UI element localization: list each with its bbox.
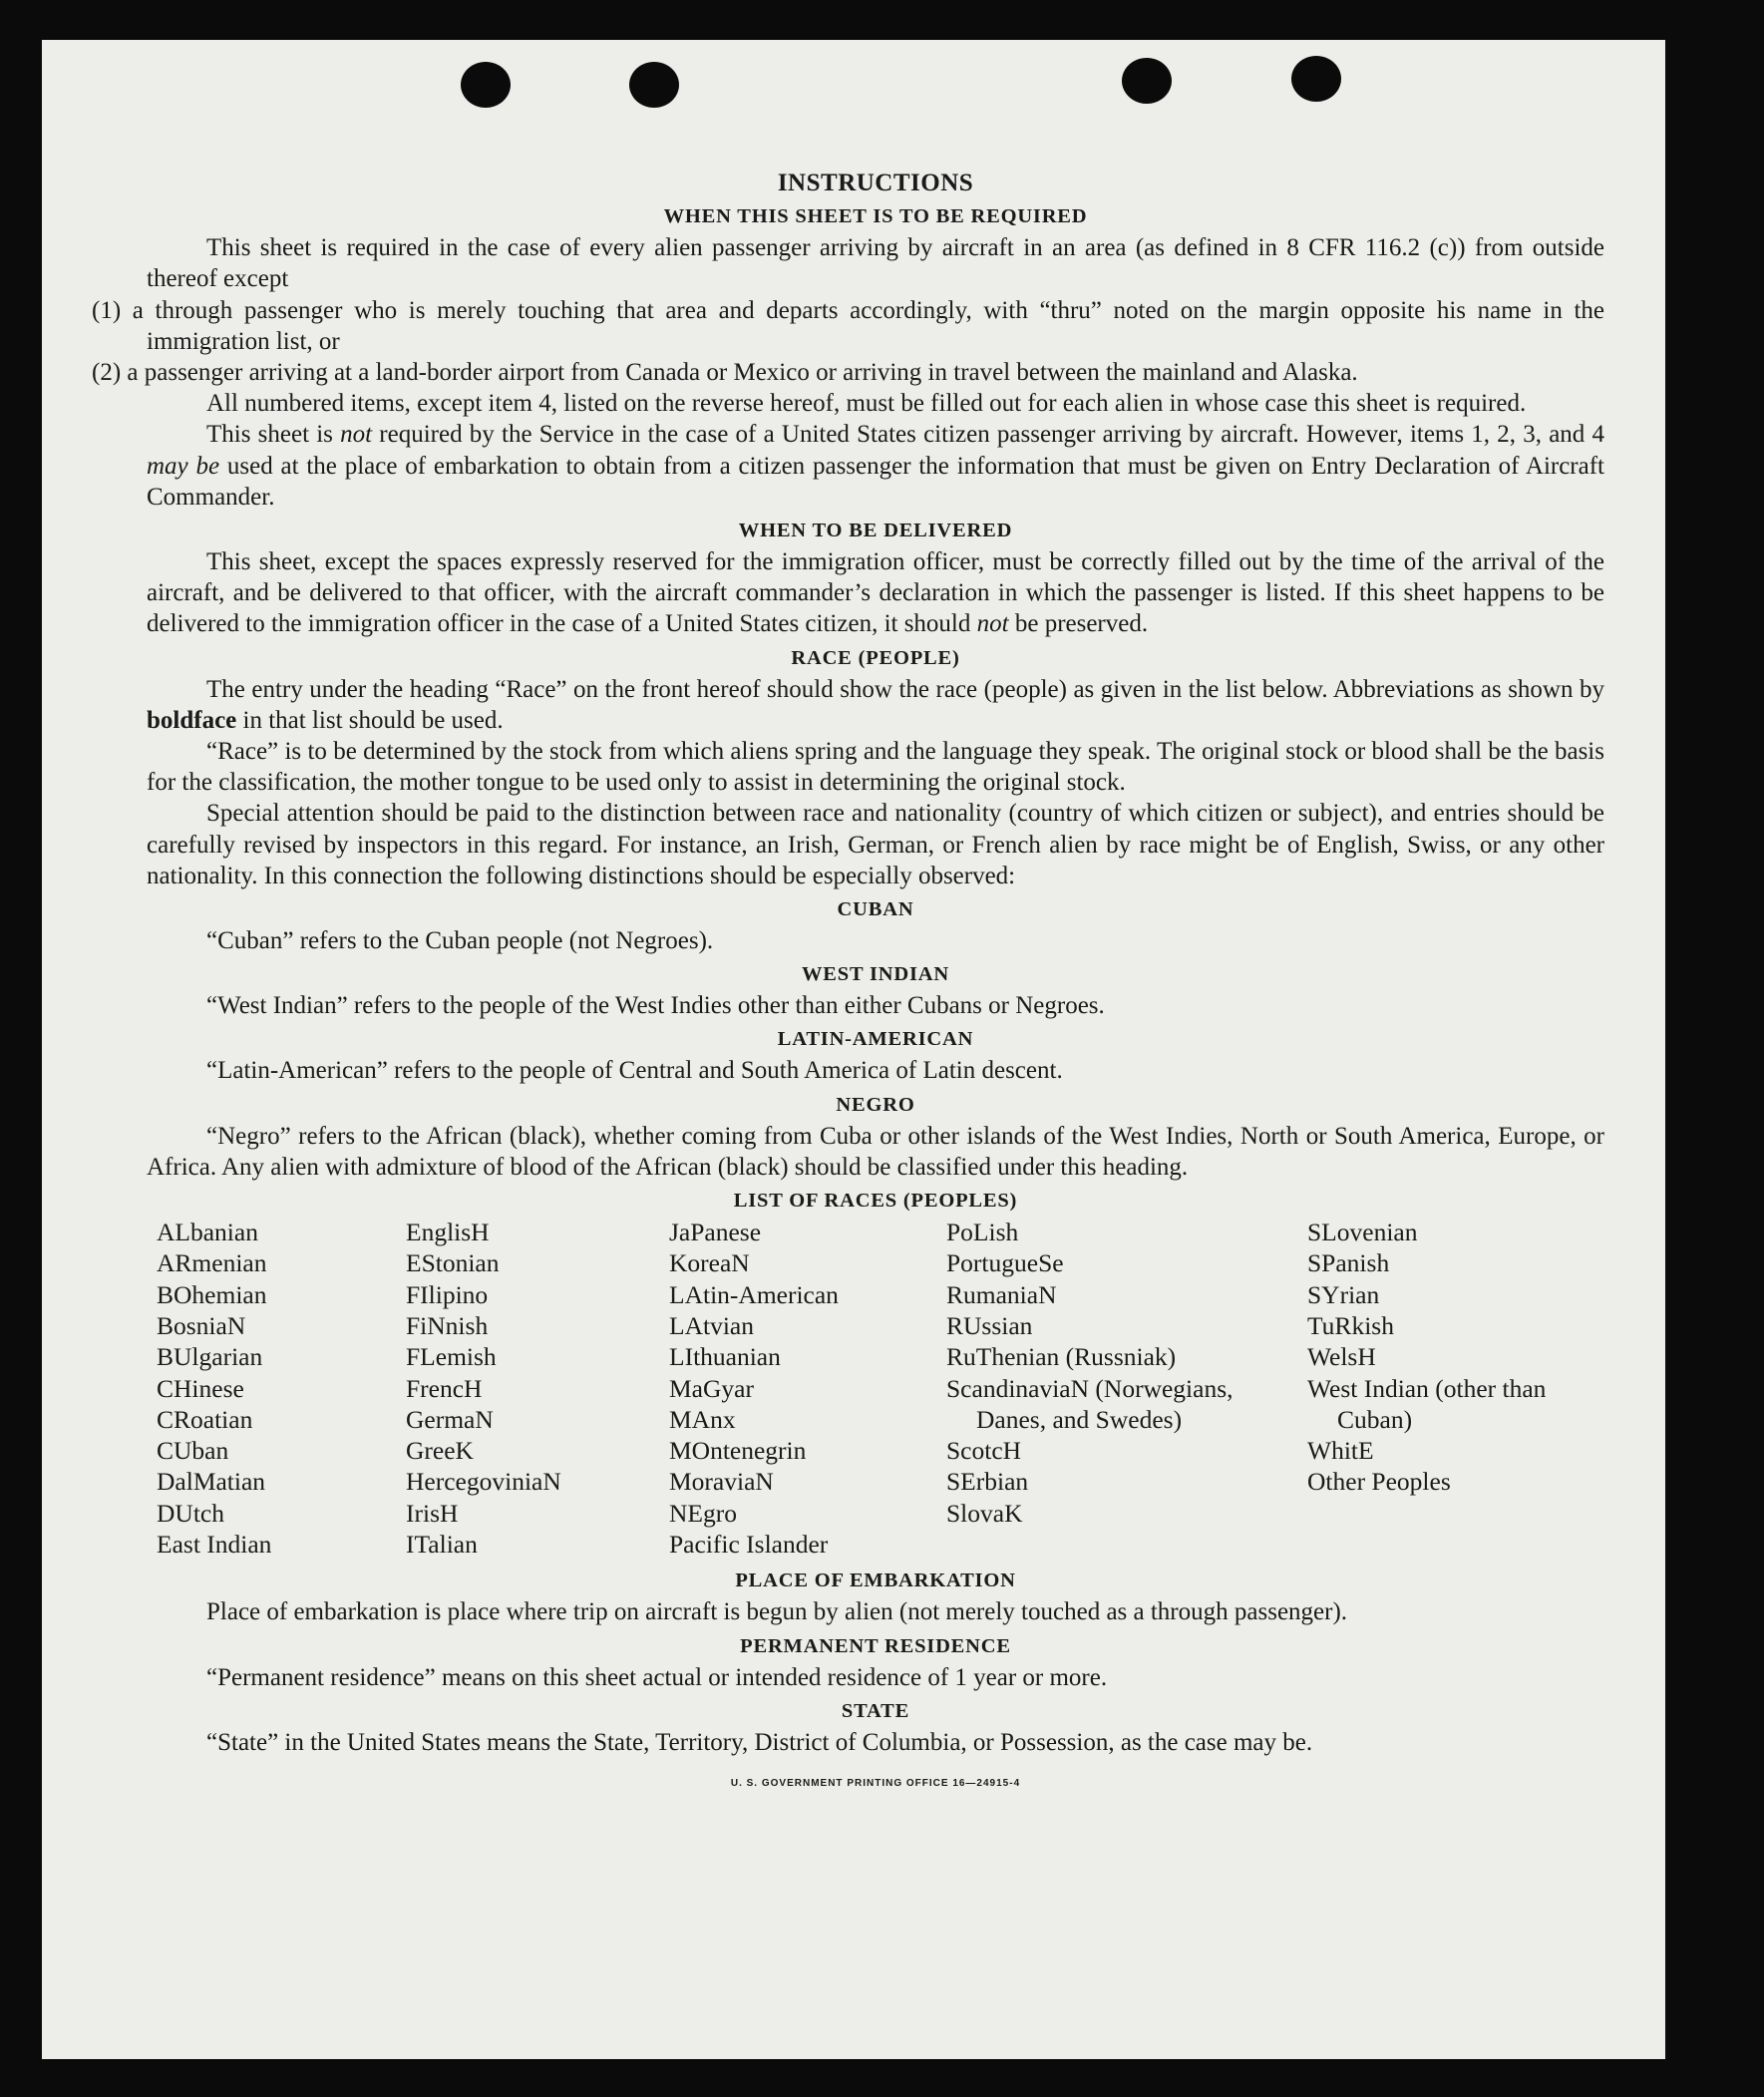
list-item: (2) a passenger arriving at a land-border airport from Canada or Mexico or arriving in travel between the mainland and Alaska. xyxy=(92,359,1358,387)
race-entry: RumaniaN xyxy=(946,1279,1057,1309)
race-entry: NEgro xyxy=(669,1498,737,1528)
race-column xyxy=(669,1217,946,1560)
text-run: in that list should be used. xyxy=(236,706,504,734)
page-title: INSTRUCTIONS xyxy=(777,170,974,196)
race-entry: LAtin-American xyxy=(669,1279,839,1309)
race-entry: GermaN xyxy=(406,1404,494,1434)
instructions-content xyxy=(92,130,1605,1799)
race-entry: WelsH xyxy=(1307,1342,1376,1372)
race-column xyxy=(946,1217,1307,1560)
paragraph: Place of embarkation is place where trip on aircraft is begun by alien (not merely touched as a through passenger). xyxy=(206,1598,1348,1626)
race-entry: PoLish xyxy=(946,1218,1019,1247)
race-entry: KoreaN xyxy=(669,1248,750,1278)
race-entry: RuThenian (Russniak) xyxy=(946,1342,1177,1372)
race-entry: HercegoviniaN xyxy=(406,1467,561,1497)
race-entry: LIthuanian xyxy=(669,1342,781,1372)
race-entry: SPanish xyxy=(1307,1248,1390,1278)
race-entry: GreeK xyxy=(406,1436,474,1466)
race-entry: ARmenian xyxy=(157,1248,267,1278)
race-entry: TuRkish xyxy=(1307,1310,1394,1340)
paragraph: “Cuban” refers to the Cuban people (not Negroes). xyxy=(206,927,714,955)
paragraph: “West Indian” refers to the people of the West Indies other than either Cubans or Negroes. xyxy=(206,992,1105,1020)
race-entry: WhitE xyxy=(1307,1436,1374,1466)
race-entry: FLemish xyxy=(406,1342,497,1372)
punch-hole xyxy=(1122,58,1172,104)
document-sheet xyxy=(42,40,1665,2059)
italic-text: not xyxy=(340,421,373,449)
text-run: This sheet, except the spaces expressly reserved for the immigration officer, must be correctly filled out by the time of the arrival of the aircraft, and be delivered to that officer, with the aircraft commander’s declaration in which the passenger is listed. If this sheet happens to be delivered to the immigration officer in the case of a United States citizen, it should xyxy=(147,548,1604,638)
race-entry: Other Peoples xyxy=(1307,1467,1451,1497)
paragraph: This sheet is required in the case of every alien passenger arriving by aircraft in an area (as defined in 8 CFR 116.2 (c)) from outside thereof except xyxy=(147,234,1604,293)
race-column xyxy=(406,1217,669,1560)
paragraph: “Permanent residence” means on this sheet actual or intended residence of 1 year or more. xyxy=(206,1663,1108,1691)
race-entry: FiNnish xyxy=(406,1310,489,1340)
race-entry: JaPanese xyxy=(669,1218,762,1247)
race-entry: BOhemian xyxy=(157,1279,267,1309)
race-entry: SErbian xyxy=(946,1467,1029,1497)
printer-footer: U. S. GOVERNMENT PRINTING OFFICE 16—24915-4 xyxy=(730,1777,1021,1789)
section-heading: RACE (PEOPLE) xyxy=(791,646,960,669)
punch-hole xyxy=(629,62,679,108)
text-run: used at the place of embarkation to obtain from a citizen passenger the information that must be given on Entry Declaration of Aircraft Commander. xyxy=(147,452,1605,511)
race-entry: ScandinaviaN (Norwegians, Danes, and Swedes) xyxy=(946,1373,1234,1434)
race-entry: PortugueSe xyxy=(946,1248,1064,1278)
paragraph: “Latin-American” refers to the people of Central and South America of Latin descent. xyxy=(206,1057,1063,1085)
race-entry: LAtvian xyxy=(669,1310,754,1340)
text-run: be preserved. xyxy=(1008,610,1149,638)
race-entry: SYrian xyxy=(1307,1279,1380,1309)
race-entry: ALbanian xyxy=(157,1218,258,1247)
paragraph: All numbered items, except item 4, listed on the reverse hereof, must be filled out for each alien in whose case this sheet is required. xyxy=(206,390,1527,418)
race-entry: CUban xyxy=(157,1436,229,1466)
section-heading: CUBAN xyxy=(837,898,914,921)
race-entry: MAnx xyxy=(669,1404,736,1434)
race-entry: EStonian xyxy=(406,1248,500,1278)
race-column xyxy=(157,1217,406,1560)
section-heading: WHEN THIS SHEET IS TO BE REQUIRED xyxy=(663,205,1088,228)
race-entry: Pacific Islander xyxy=(669,1530,829,1560)
paragraph: “Race” is to be determined by the stock from which aliens spring and the language they speak. The original stock or blood shall be the basis for the classification, the mother tongue to be used only to assist in determining the original stock. xyxy=(147,738,1604,797)
race-entry: DalMatian xyxy=(157,1467,266,1497)
section-heading: LATIN-AMERICAN xyxy=(777,1028,974,1051)
text-run: This sheet is xyxy=(206,421,341,449)
race-entry: CHinese xyxy=(157,1373,244,1403)
text-run: The entry under the heading “Race” on the front hereof should show the race (people) as given in the list below. Abbreviations as shown by xyxy=(206,675,1604,703)
paragraph xyxy=(147,674,1604,736)
race-column xyxy=(1307,1217,1606,1560)
italic-text: may be xyxy=(147,452,220,480)
race-entry: SlovaK xyxy=(946,1498,1023,1528)
race-entry: MoraviaN xyxy=(669,1467,774,1497)
race-entry: EnglisH xyxy=(406,1218,490,1247)
race-list xyxy=(157,1217,1604,1560)
race-entry: East Indian xyxy=(157,1530,272,1560)
section-heading: STATE xyxy=(841,1699,910,1722)
bold-text: boldface xyxy=(147,706,237,734)
section-heading: NEGRO xyxy=(836,1093,915,1116)
paragraph xyxy=(147,546,1604,640)
race-entry: MaGyar xyxy=(669,1373,754,1403)
paragraph xyxy=(147,419,1604,513)
race-entry: MOntenegrin xyxy=(669,1436,807,1466)
race-entry: BUlgarian xyxy=(157,1342,263,1372)
race-entry: FrencH xyxy=(406,1373,483,1403)
paragraph: “State” in the United States means the State, Territory, District of Columbia, or Possession, as the case may be. xyxy=(206,1728,1313,1756)
list-item: (1) a through passenger who is merely touching that area and departs accordingly, with “thru” noted on the margin opposite his name in the immigration list, or xyxy=(92,296,1604,355)
text-run: required by the Service in the case of a United States citizen passenger arriving by aircraft. However, items 1, 2, 3, and 4 xyxy=(372,421,1604,449)
section-heading: PLACE OF EMBARKATION xyxy=(735,1570,1016,1592)
section-heading: WHEN TO BE DELIVERED xyxy=(738,520,1013,542)
race-entry: BosniaN xyxy=(157,1310,246,1340)
section-heading: LIST OF RACES (PEOPLES) xyxy=(733,1190,1018,1213)
race-entry: ITalian xyxy=(406,1530,478,1560)
race-entry: SLovenian xyxy=(1307,1218,1418,1247)
paragraph: Special attention should be paid to the distinction between race and nationality (country of which citizen or subject), and entries should be carefully revised by inspectors in this regard. For instance, an Irish, German, or French alien by race might be of English, Swiss, or any other nationality. In this connection the following distinctions should be especially observed: xyxy=(147,800,1604,889)
race-entry: RUssian xyxy=(946,1310,1033,1340)
race-entry: DUtch xyxy=(157,1498,224,1528)
section-heading: PERMANENT RESIDENCE xyxy=(740,1634,1011,1657)
race-entry: FIlipino xyxy=(406,1279,489,1309)
paragraph: “Negro” refers to the African (black), whether coming from Cuba or other islands of the West Indies, North or South America, Europe, or Africa. Any alien with admixture of blood of the African (black) should be classified under this heading. xyxy=(147,1122,1604,1181)
section-heading: WEST INDIAN xyxy=(802,963,949,986)
race-entry: IrisH xyxy=(406,1498,459,1528)
race-entry: West Indian (other than Cuban) xyxy=(1307,1373,1547,1434)
race-entry: ScotcH xyxy=(946,1436,1022,1466)
race-entry: CRoatian xyxy=(157,1404,253,1434)
italic-text: not xyxy=(976,610,1009,638)
punch-hole xyxy=(461,62,511,108)
punch-hole xyxy=(1291,56,1341,102)
